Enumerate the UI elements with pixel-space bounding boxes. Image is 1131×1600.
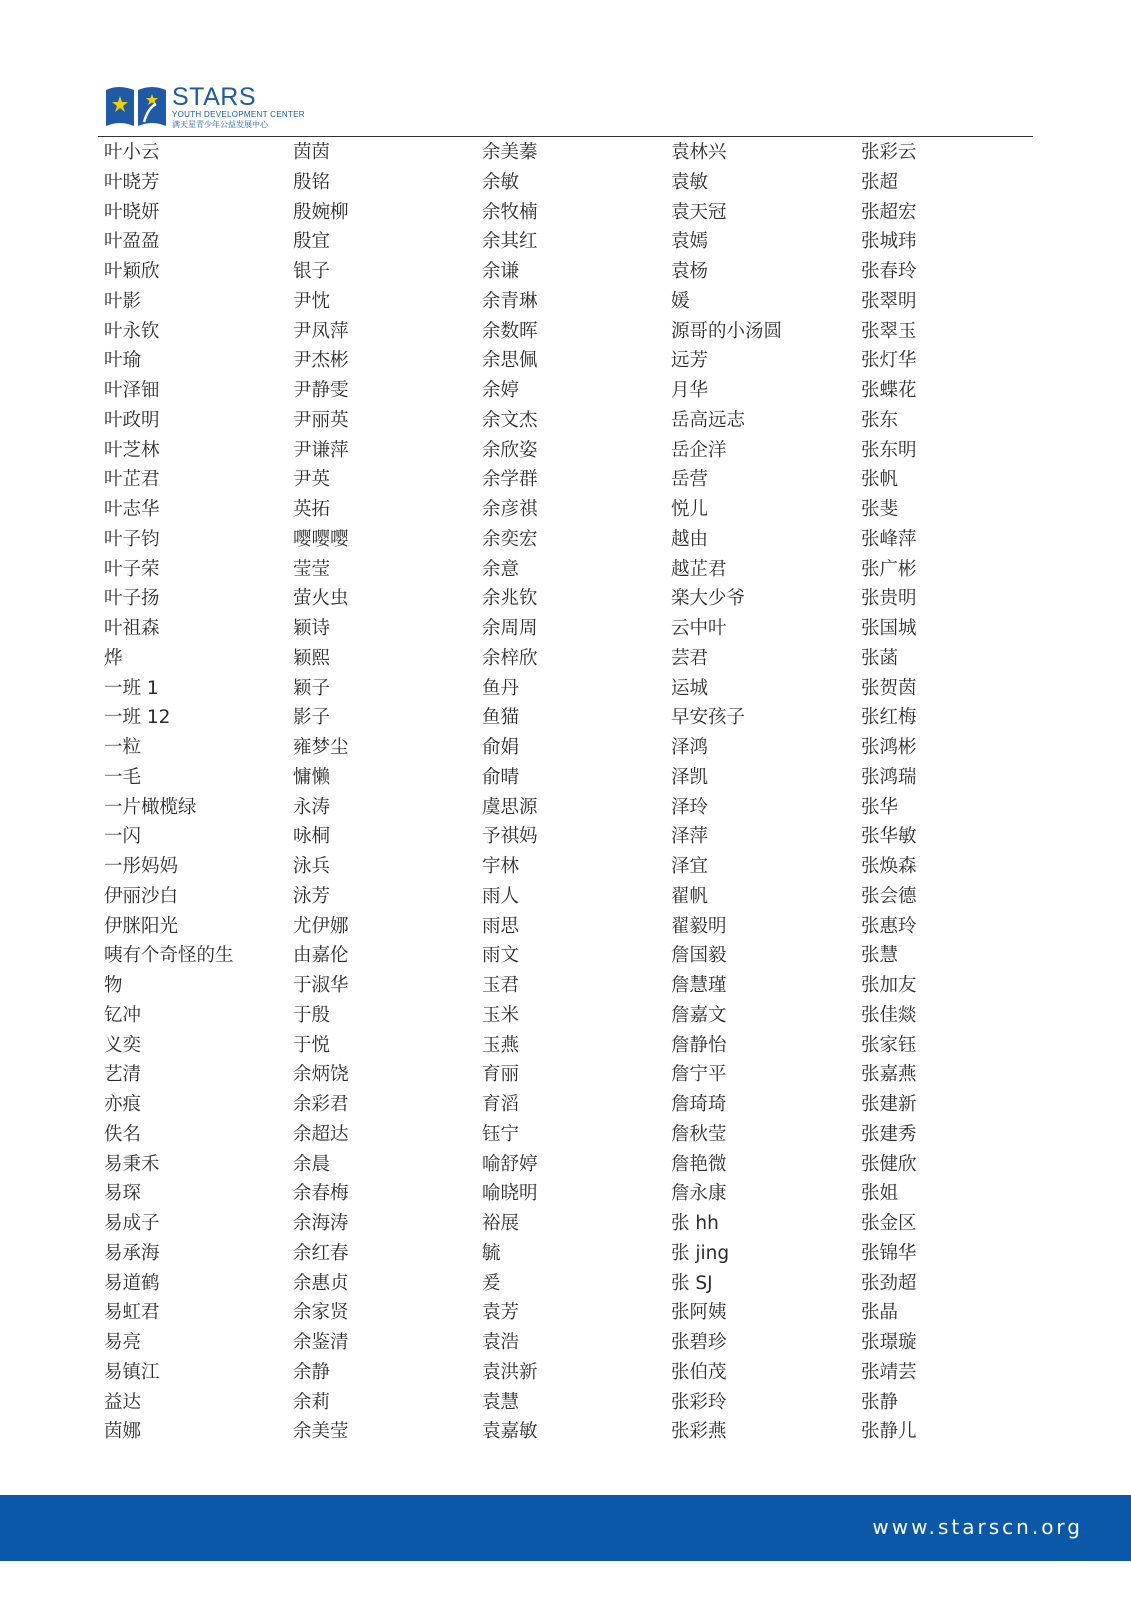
- name-entry: 张劲超: [861, 1272, 917, 1294]
- name-entry: 尹忱: [293, 290, 331, 312]
- name-entry: 鱼丹: [482, 677, 520, 699]
- name-entry: 余文杰: [482, 409, 538, 431]
- name-entry: 慵懒: [293, 766, 331, 788]
- name-entry: 泽玲: [671, 796, 709, 818]
- name-entry: 余美莹: [293, 1421, 349, 1443]
- stars-logo-icon: [104, 82, 168, 130]
- name-entry: 张贵明: [861, 588, 917, 610]
- name-entry: 余梓欣: [482, 647, 538, 669]
- name-entry: 佚名: [104, 1123, 142, 1145]
- name-entry: 詹琦琦: [671, 1094, 727, 1115]
- name-entry: 颖子: [293, 677, 331, 699]
- name-entry: 叶志华: [104, 499, 160, 520]
- name-entry: 钇冲: [104, 1004, 142, 1026]
- name-entry: 易成子: [104, 1213, 160, 1234]
- name-entry: 尹英: [293, 469, 331, 491]
- name-entry: 张建秀: [861, 1123, 917, 1145]
- website-link[interactable]: www.starscn.org: [872, 1515, 1083, 1539]
- name-entry: 叶子荣: [104, 558, 160, 580]
- name-entry: 岳高远志: [671, 409, 746, 431]
- name-entry: 余周周: [482, 618, 538, 639]
- name-entry: 张翠玉: [861, 320, 917, 342]
- name-entry: 尹凤萍: [293, 320, 349, 342]
- name-entry: 张靖芸: [861, 1361, 917, 1383]
- name-entry: 张春玲: [861, 261, 917, 282]
- name-entry: 一班 12: [104, 707, 171, 729]
- name-entry: 余静: [293, 1361, 331, 1383]
- name-entry: 张东: [861, 409, 899, 431]
- name-entry: 月华: [671, 380, 709, 401]
- name-entry: 詹静怡: [671, 1034, 727, 1056]
- name-entry: 喻晓明: [482, 1183, 538, 1205]
- name-entry: 袁洪新: [482, 1361, 538, 1383]
- name-entry: 艺清: [104, 1064, 142, 1086]
- name-entry: 余数晖: [482, 320, 538, 342]
- name-entry: 咏桐: [293, 826, 331, 848]
- name-entry: 詹嘉文: [671, 1004, 727, 1026]
- name-entry: 翟毅明: [671, 915, 727, 937]
- brand-subtitle-en: YOUTH DEVELOPMENT CENTER: [172, 110, 305, 119]
- name-entry: 叶晓妍: [104, 201, 160, 223]
- name-entry: 义奕: [104, 1034, 142, 1056]
- name-entry: 张红梅: [861, 707, 917, 729]
- name-entry: 余彩君: [293, 1094, 349, 1115]
- name-entry: 俞娟: [482, 737, 520, 758]
- name-entry: 张鸿瑞: [861, 766, 917, 788]
- name-entry: 殷铭: [293, 171, 331, 193]
- name-entry: 余海涛: [293, 1213, 349, 1234]
- name-entry: 易道鹤: [104, 1272, 160, 1294]
- name-entry: 余学群: [482, 469, 538, 491]
- name-entry: 一片橄榄绿: [104, 796, 197, 818]
- name-entry: 爰: [482, 1272, 501, 1294]
- name-entry: 袁林兴: [671, 142, 727, 163]
- name-entry: 袁天冠: [671, 201, 727, 223]
- name-entry: 袁慧: [482, 1391, 520, 1413]
- name-entry: 源哥的小汤圆: [671, 320, 783, 342]
- name-entry: 予祺妈: [482, 826, 538, 848]
- name-column-2: [293, 138, 478, 1447]
- name-entry: 于淑华: [293, 975, 349, 996]
- name-entry: 亦痕: [104, 1094, 142, 1115]
- name-entry: 易镇江: [104, 1361, 160, 1383]
- name-entry: 运城: [671, 677, 709, 699]
- name-entry: 张超宏: [861, 201, 917, 223]
- name-entry: 詹宁平: [671, 1064, 727, 1086]
- header-logo: [104, 82, 404, 134]
- name-entry: 雨人: [482, 885, 520, 907]
- name-entry: 余家贤: [293, 1302, 349, 1324]
- name-entry: 尹杰彬: [293, 350, 349, 372]
- name-entry: 叶晓芳: [104, 171, 160, 193]
- name-entry: 张灯华: [861, 350, 917, 372]
- name-entry: 颖熙: [293, 647, 331, 669]
- name-entry: 张彩玲: [671, 1391, 727, 1413]
- name-entry: 玉君: [482, 975, 520, 996]
- name-entry: 叶颖欣: [104, 261, 160, 282]
- name-entry: 泽鸿: [671, 737, 709, 758]
- name-entry: 影子: [293, 707, 331, 729]
- name-entry: 余奕宏: [482, 528, 538, 550]
- name-entry: 易承海: [104, 1242, 160, 1264]
- name-column-4: [671, 138, 856, 1447]
- name-entry: 萤火虫: [293, 588, 349, 610]
- name-entry: 芸君: [671, 647, 709, 669]
- name-entry: 余红春: [293, 1242, 349, 1264]
- name-entry: 一彤妈妈: [104, 856, 179, 877]
- name-entry: 媛: [671, 290, 690, 312]
- name-entry: 张金区: [861, 1213, 917, 1234]
- name-entry: 张家钰: [861, 1034, 917, 1056]
- name-entry: 易琛: [104, 1183, 142, 1205]
- name-entry: 余莉: [293, 1391, 331, 1413]
- name-entry: 雍梦尘: [293, 737, 349, 758]
- name-entry: 张碧珍: [671, 1332, 727, 1353]
- name-entry: 岳企洋: [671, 439, 727, 461]
- name-entry: 殷宜: [293, 231, 331, 253]
- name-entry: 余牧楠: [482, 201, 538, 223]
- name-entry: 早安孩子: [671, 707, 746, 729]
- name-entry: 易亮: [104, 1332, 142, 1353]
- name-entry: 雨文: [482, 945, 520, 967]
- name-entry: 莹莹: [293, 558, 331, 580]
- name-entry: 叶芝林: [104, 439, 160, 461]
- name-entry: 袁浩: [482, 1332, 520, 1353]
- name-entry: 泽宜: [671, 856, 709, 877]
- name-entry: 尹谦萍: [293, 439, 349, 461]
- name-entry: 张焕森: [861, 856, 917, 877]
- name-entry: 余婷: [482, 380, 520, 401]
- name-entry: 泳兵: [293, 856, 331, 877]
- name-entry: 余青琳: [482, 290, 538, 312]
- name-entry: 岳营: [671, 469, 709, 491]
- name-entry: 张 hh: [671, 1213, 719, 1234]
- name-entry: 毓: [482, 1242, 501, 1264]
- name-entry: 一毛: [104, 766, 142, 788]
- name-entry: 益达: [104, 1391, 142, 1413]
- name-entry: 张菡: [861, 647, 899, 669]
- name-entry: 张静儿: [861, 1421, 917, 1443]
- name-entry: 鱼猫: [482, 707, 520, 729]
- name-entry: 张彩云: [861, 142, 917, 163]
- name-entry: 张锦华: [861, 1242, 917, 1264]
- name-entry: 尹丽英: [293, 409, 349, 431]
- name-entry: 颖诗: [293, 618, 331, 639]
- name-entry: 詹永康: [671, 1183, 727, 1205]
- name-entry: 叶盈盈: [104, 231, 160, 253]
- name-entry: 袁嫣: [671, 231, 709, 253]
- name-entry: 张华敏: [861, 826, 917, 848]
- name-entry: 嘤嘤嘤: [293, 528, 349, 550]
- name-entry: 尤伊娜: [293, 915, 349, 937]
- footer-bar: [0, 1495, 1131, 1561]
- name-entry: 育滔: [482, 1094, 520, 1115]
- name-entry: 喻舒婷: [482, 1153, 538, 1175]
- name-entry: 张加友: [861, 975, 917, 996]
- brand-name: STARS: [172, 83, 256, 111]
- name-entry: 张彩燕: [671, 1421, 727, 1443]
- name-entry: 英拓: [293, 499, 331, 520]
- name-entry: 张建新: [861, 1094, 917, 1115]
- brand-text: [172, 84, 305, 130]
- name-entry: 张健欣: [861, 1153, 917, 1175]
- name-entry: 于悦: [293, 1034, 331, 1056]
- name-column-5: [861, 138, 1046, 1447]
- name-entry: 余敏: [482, 171, 520, 193]
- name-entry: 张国城: [861, 618, 917, 639]
- name-entry: 烨: [104, 647, 123, 669]
- name-entry: 张姐: [861, 1183, 899, 1205]
- name-entry: 叶瑜: [104, 350, 142, 372]
- name-entry: 张伯茂: [671, 1361, 727, 1383]
- name-entry: 叶泽钿: [104, 380, 160, 401]
- name-entry: 张慧: [861, 945, 899, 967]
- name-entry: 育丽: [482, 1064, 520, 1086]
- name-entry: 张广彬: [861, 558, 917, 580]
- name-entry: 雨思: [482, 915, 520, 937]
- name-entry: 张晶: [861, 1302, 899, 1324]
- name-entry: 楽大少爷: [671, 588, 746, 610]
- name-entry: 叶芷君: [104, 469, 160, 491]
- name-entry: 物: [104, 975, 123, 996]
- name-entry: 余思佩: [482, 350, 538, 372]
- name-entry: 银子: [293, 261, 331, 282]
- name-entry: 由嘉伦: [293, 945, 349, 967]
- name-entry: 余春梅: [293, 1183, 349, 1205]
- name-entry: 余鉴清: [293, 1332, 349, 1353]
- name-entry: 张帆: [861, 469, 899, 491]
- name-entry: 叶子钧: [104, 528, 160, 550]
- name-entry: 张璟璇: [861, 1332, 917, 1353]
- name-entry: 易秉禾: [104, 1153, 160, 1175]
- name-column-1: [104, 138, 289, 1447]
- name-entry: 伊丽沙白: [104, 885, 179, 907]
- name-entry: 詹国毅: [671, 945, 727, 967]
- name-entry: 悦儿: [671, 499, 709, 520]
- name-entry: 张斐: [861, 499, 899, 520]
- name-entry: 张鸿彬: [861, 737, 917, 758]
- name-entry: 玉燕: [482, 1034, 520, 1056]
- name-entry: 张城玮: [861, 231, 917, 253]
- name-entry: 易虹君: [104, 1302, 160, 1324]
- name-entry: 袁嘉敏: [482, 1421, 538, 1443]
- name-entry: 咦有个奇怪的生: [104, 945, 234, 967]
- name-entry: 宇林: [482, 856, 520, 877]
- name-entry: 叶子扬: [104, 588, 160, 610]
- name-entry: 张超: [861, 171, 899, 193]
- name-entry: 张华: [861, 796, 899, 818]
- name-entry: 叶政明: [104, 409, 160, 431]
- name-entry: 虞思源: [482, 796, 538, 818]
- name-entry: 叶影: [104, 290, 142, 312]
- name-entry: 余超达: [293, 1123, 349, 1145]
- name-entry: 詹秋莹: [671, 1123, 727, 1145]
- name-entry: 余其红: [482, 231, 538, 253]
- name-entry: 泽凯: [671, 766, 709, 788]
- name-entry: 袁杨: [671, 261, 709, 282]
- name-entry: 张蝶花: [861, 380, 917, 401]
- name-entry: 张会德: [861, 885, 917, 907]
- name-entry: 余兆钦: [482, 588, 538, 610]
- name-entry: 叶祖森: [104, 618, 160, 639]
- name-entry: 詹艳微: [671, 1153, 727, 1175]
- name-entry: 越由: [671, 528, 709, 550]
- name-entry: 余意: [482, 558, 520, 580]
- name-entry: 余惠贞: [293, 1272, 349, 1294]
- name-column-3: [482, 138, 667, 1447]
- name-entry: 一粒: [104, 737, 142, 758]
- name-entry: 余彦祺: [482, 499, 538, 520]
- name-entry: 永涛: [293, 796, 331, 818]
- name-entry: 茵茵: [293, 142, 331, 163]
- name-entry: 张阿姨: [671, 1302, 727, 1324]
- name-entry: 叶永钦: [104, 320, 160, 342]
- name-entry: 翟帆: [671, 885, 709, 907]
- name-entry: 张嘉燕: [861, 1064, 917, 1086]
- name-entry: 余炳饶: [293, 1064, 349, 1086]
- name-entry: 尹静雯: [293, 380, 349, 401]
- name-entry: 裕展: [482, 1213, 520, 1234]
- name-entry: 云中叶: [671, 618, 727, 639]
- name-entry: 一闪: [104, 826, 142, 848]
- name-entry: 余谦: [482, 261, 520, 282]
- name-entry: 张佳燚: [861, 1004, 917, 1026]
- name-entry: 张静: [861, 1391, 899, 1413]
- name-entry: 泳芳: [293, 885, 331, 907]
- name-entry: 殷婉柳: [293, 201, 349, 223]
- name-entry: 于殷: [293, 1004, 331, 1026]
- name-entry: 袁芳: [482, 1302, 520, 1324]
- name-entry: 张 SJ: [671, 1272, 713, 1294]
- name-entry: 俞晴: [482, 766, 520, 788]
- name-entry: 张翠明: [861, 290, 917, 312]
- name-entry: 余欣姿: [482, 439, 538, 461]
- name-entry: 张峰萍: [861, 528, 917, 550]
- name-entry: 詹慧瑾: [671, 975, 727, 996]
- name-entry: 袁敏: [671, 171, 709, 193]
- name-entry: 一班 1: [104, 677, 159, 699]
- name-entry: 钰宁: [482, 1123, 520, 1145]
- name-entry: 远芳: [671, 350, 709, 372]
- name-entry: 张惠玲: [861, 915, 917, 937]
- name-entry: 叶小云: [104, 142, 160, 163]
- name-entry: 张 jing: [671, 1242, 730, 1264]
- brand-subtitle-cn: 满天星青少年公益发展中心: [172, 120, 268, 129]
- name-entry: 余美蓁: [482, 142, 538, 163]
- name-entry: 张贺茵: [861, 677, 917, 699]
- name-entry: 玉米: [482, 1004, 520, 1026]
- name-entry: 泽萍: [671, 826, 709, 848]
- name-entry: 余晨: [293, 1153, 331, 1175]
- name-entry: 茵娜: [104, 1421, 142, 1443]
- name-entry: 伊脒阳光: [104, 915, 179, 937]
- name-entry: 张东明: [861, 439, 917, 461]
- name-entry: 越芷君: [671, 558, 727, 580]
- header-divider: [98, 136, 1033, 137]
